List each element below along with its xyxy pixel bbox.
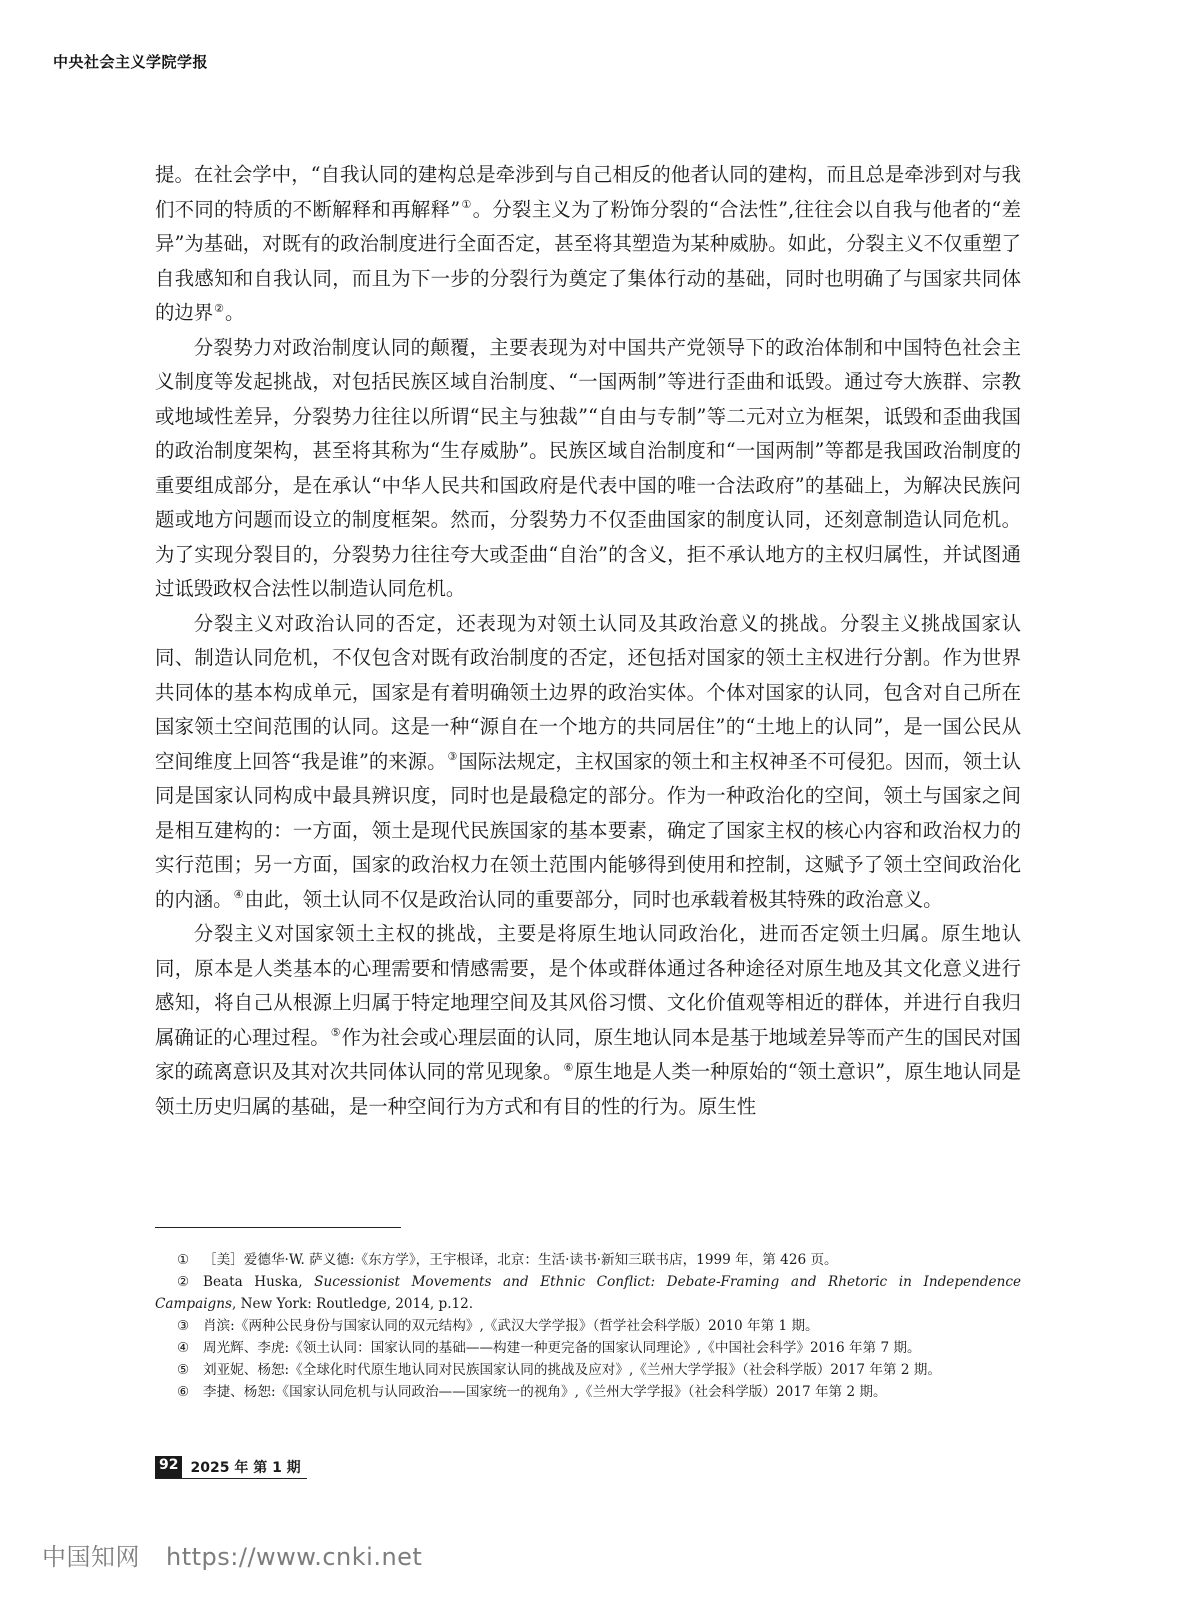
paragraph-4-text-b: 作为社会或心理层面的认同，原生地认同本是基于地域差异等而产生的国民对国家的疏离意识及其对次共同体认同的常见现象。 <box>155 1025 1022 1083</box>
running-header-journal-name: 中央社会主义学院学报 <box>53 53 209 71</box>
footnote-ref-4[interactable]: ④ <box>233 888 244 902</box>
page-number: 92 <box>155 1456 182 1478</box>
paragraph-2-text: 分裂势力对政治制度认同的颠覆，主要表现为对中国共产党领导下的政治体制和中国特色社会主义制度等发起挑战，对包括民族区域自治制度、“一国两制”等进行歪曲和诋毁。通过夸大族群、宗教或地域性差异，分裂势力往往以所谓“民主与独裁”“自由与专制”等二元对立为框架，诋毁和歪曲我国的政治制度架构，甚至将其称为“生存威胁”。民族区域自治制度和“一国两制”等都是我国政治制度的重要组成部分，是在承认“中华人民共和国政府是代表中国的唯一合法政府”的基础上，为解决民族问题或地方问题而设立的制度框架。然而，分裂势力不仅歪曲国家的制度认同，还刻意制造认同危机。为了实现分裂目的，分裂势力往往夸大或歪曲“自治”的含义，拒不承认地方的主权归属性，并试图通过诋毁政权合法性以制造认同危机。 <box>155 335 1021 600</box>
footnote-5 <box>155 1359 1021 1381</box>
footnote-ref-6[interactable]: ⑥ <box>563 1060 574 1074</box>
footnote-ref-3[interactable]: ③ <box>447 750 458 764</box>
footnote-2-mark: ② <box>177 1274 190 1290</box>
footnote-2-author: Beata Huska, <box>203 1274 315 1290</box>
footnote-1-text: ［美］爱德华·W. 萨义德:《东方学》，王宇根译，北京：生活·读书·新知三联书店，1999 年，第 426 页。 <box>203 1252 838 1268</box>
footnote-1 <box>155 1249 1021 1271</box>
paragraph-1-text-c: 。 <box>225 301 245 324</box>
footnote-4-mark: ④ <box>177 1340 190 1356</box>
footnote-3-text: 肖滨:《两种公民身份与国家认同的双元结构》,《武汉大学学报》（哲学社会科学版）2010 年第 1 期。 <box>203 1318 819 1334</box>
footnote-1-mark: ① <box>177 1252 190 1268</box>
watermark-site-name: 中国知网 <box>42 1543 140 1571</box>
page-footer <box>155 1456 307 1479</box>
watermark-url[interactable]: https://www.cnki.net <box>166 1543 423 1571</box>
footnote-divider <box>155 1227 401 1228</box>
article-body <box>155 158 1021 1124</box>
paragraph-1-text-a: 提。在社会学中，“自我认同的建构总是牵涉到与自己相反的他者认同的建构，而且总是牵涉到对与我们不同的特质的不断解释和再解释” <box>155 163 1021 221</box>
cnki-watermark <box>42 1537 422 1572</box>
footnote-6 <box>155 1381 1021 1403</box>
paragraph-2 <box>155 331 1021 607</box>
issue-label: 2025 年 第 1 期 <box>190 1460 301 1476</box>
footnote-5-text: 刘亚妮、杨恕:《全球化时代原生地认同对民族国家认同的挑战及应对》,《兰州大学学报》（社会科学版）2017 年第 2 期。 <box>203 1362 941 1378</box>
footnotes <box>155 1249 1021 1403</box>
paragraph-4-text-c: 原生地是人类一种原始的“领土意识”，原生地认同是领土历史归属的基础，是一种空间行为方式和有目的性的行为。原生性 <box>155 1060 1021 1118</box>
paragraph-1-text-b: 。分裂主义为了粉饰分裂的“合法性”,往往会以自我与他者的“差异”为基础，对既有的政治制度进行全面否定，甚至将其塑造为某种威胁。如此，分裂主义不仅重塑了自我感知和自我认同，而且为下一步的分裂行为奠定了集体行动的基础，同时也明确了与国家共同体的边界 <box>155 197 1021 324</box>
paragraph-4 <box>155 917 1021 1124</box>
paragraph-4-text-a: 分裂主义对国家领土主权的挑战，主要是将原生地认同政治化，进而否定领土归属。原生地认同，原本是人类基本的心理需要和情感需要，是个体或群体通过各种途径对原生地及其文化意义进行感知，将自己从根源上归属于特定地理空间及其风俗习惯、文化价值观等相近的群体，并进行自我归属确证的心理过程。 <box>155 922 1021 1049</box>
footnote-ref-1[interactable]: ① <box>461 198 472 212</box>
footnote-6-mark: ⑥ <box>177 1384 190 1400</box>
paragraph-3-text-b: 国际法规定，主权国家的领土和主权神圣不可侵犯。因而，领土认同是国家认同构成中最具辨识度，同时也是最稳定的部分。作为一种政治化的空间，领土与国家之间是相互建构的：一方面，领土是现代民族国家的基本要素，确定了国家主权的核心内容和政治权力的实行范围；另一方面，国家的政治权力在领土范围内能够得到使用和控制，这赋予了领土空间政治化的内涵。 <box>155 749 1021 911</box>
footnote-2 <box>155 1271 1021 1315</box>
footnote-3-mark: ③ <box>177 1318 190 1334</box>
footnote-ref-5[interactable]: ⑤ <box>330 1026 341 1040</box>
footnote-4 <box>155 1337 1021 1359</box>
footnote-6-text: 李捷、杨恕:《国家认同危机与认同政治——国家统一的视角》,《兰州大学学报》（社会科学版）2017 年第 2 期。 <box>203 1384 887 1400</box>
paragraph-3-text-c: 由此，领土认同不仅是政治认同的重要部分，同时也承载着极其特殊的政治意义。 <box>244 887 943 911</box>
paragraph-3 <box>155 607 1021 918</box>
footnote-4-text: 周光辉、李虎:《领土认同：国家认同的基础——构建一种更完备的国家认同理论》,《中国社会科学》2016 年第 7 期。 <box>203 1340 921 1356</box>
footnote-ref-2[interactable]: ② <box>214 301 225 315</box>
footnote-3 <box>155 1315 1021 1337</box>
footnote-5-mark: ⑤ <box>177 1362 190 1378</box>
footnote-2-publisher: , New York: Routledge, 2014, p.12. <box>231 1296 474 1312</box>
footnote-2-book-title: Sucessionist Movements and Ethnic Conflict: Debate-Framing and Rhetoric in Independence Campaigns <box>155 1274 1021 1312</box>
paragraph-3-text-a: 分裂主义对政治认同的否定，还表现为对领土认同及其政治意义的挑战。分裂主义挑战国家认同、制造认同危机，不仅包含对既有政治制度的否定，还包括对国家的领土主权进行分割。作为世界共同体的基本构成单元，国家是有着明确领土边界的政治实体。个体对国家的认同，包含对自己所在国家领土空间范围的认同。这是一种“源自在一个地方的共同居住”的“土地上的认同”，是一国公民从空间维度上回答“我是谁”的来源。 <box>155 611 1021 773</box>
paragraph-1 <box>155 158 1021 331</box>
